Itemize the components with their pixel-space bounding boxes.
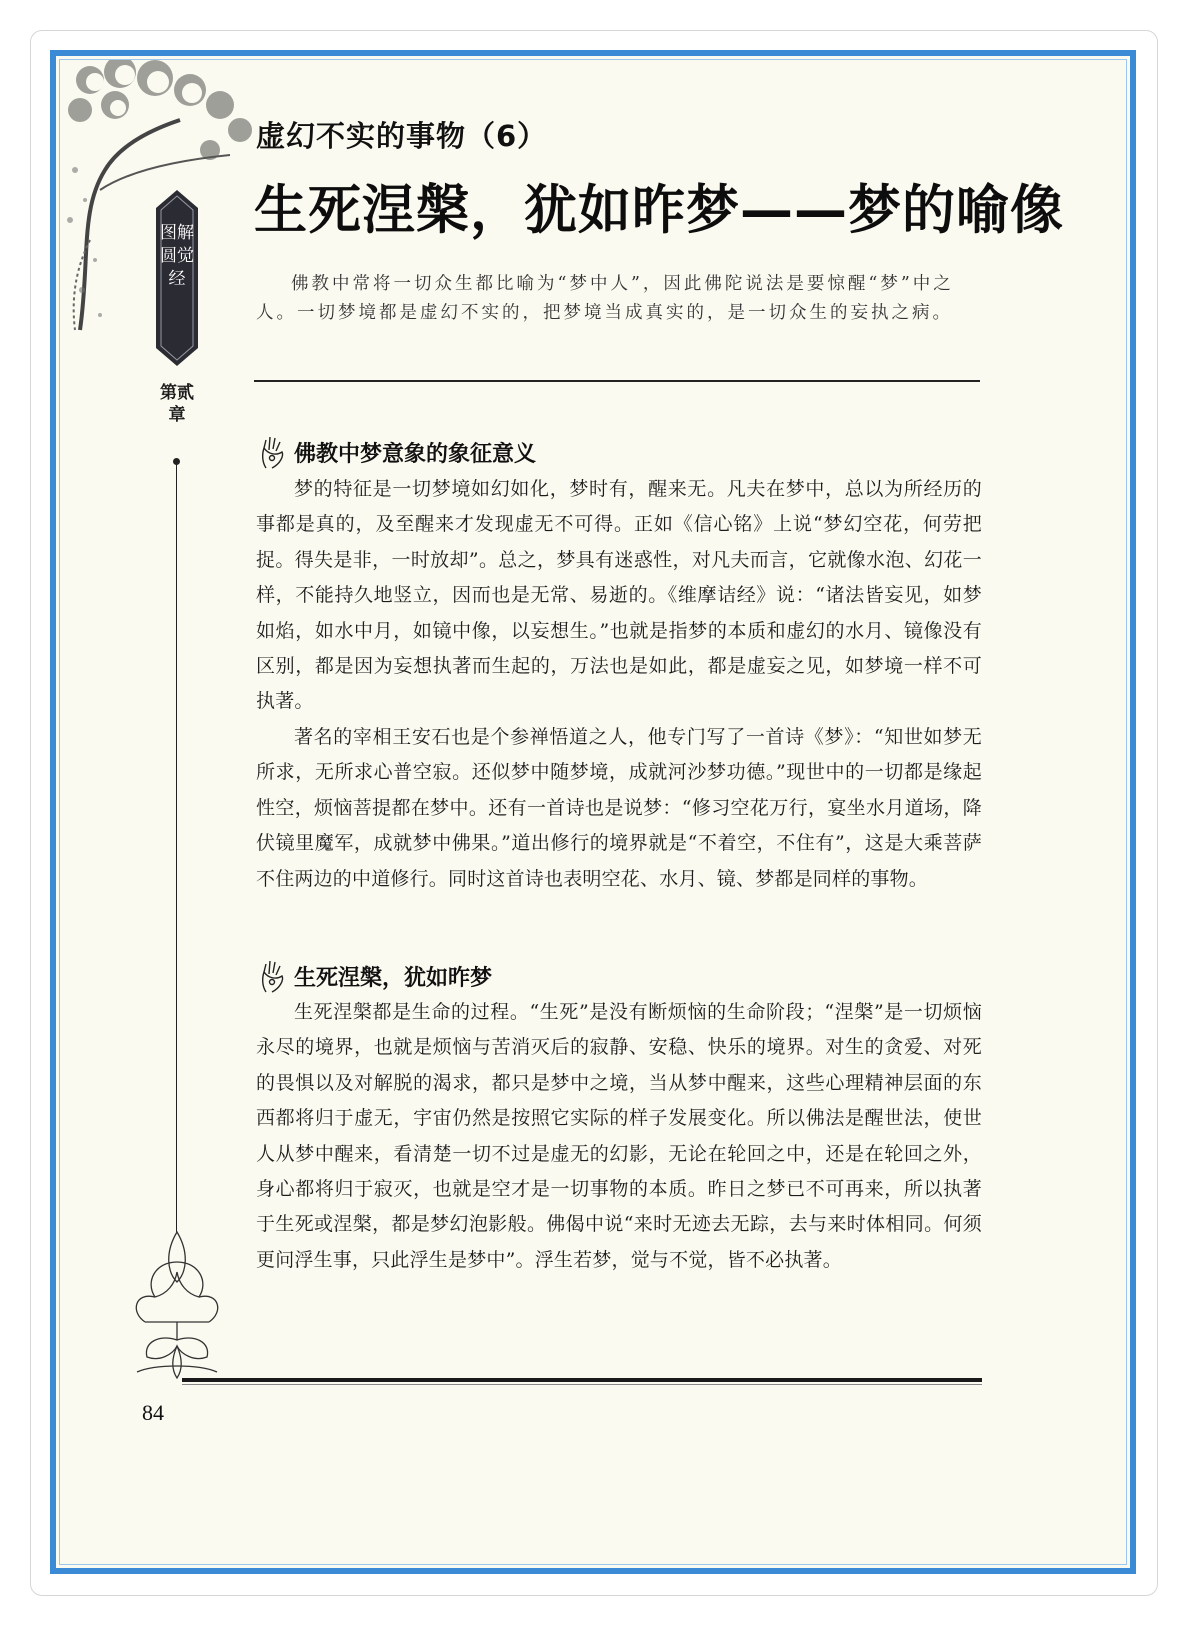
header-rule	[254, 380, 980, 382]
section-subtitle: 虚幻不实的事物（6）	[256, 119, 548, 153]
chapter-label: 第贰章	[160, 383, 194, 425]
page-number: 84	[142, 1400, 164, 1425]
lotus-ornament	[125, 1222, 230, 1382]
paragraph-2-1: 生死涅槃都是生命的过程。“生死”是没有断烦恼的生命阶段；“涅槃”是一切烦恼永尽的境界，也就是烦恼与苦消灭后的寂静、安稳、快乐的境界。对生的贪爱、对死的畏惧以及对解脱的渴求，都只是梦中之境，当从梦中醒来，这些心理精神层面的东西都将归于虚无，宇宙仍然是按照它实际的样子发展变化。所以佛法是醒世法，使世人从梦中醒来，看清楚一切不过是虚无的幻影，无论在轮回之中，还是在轮回之外，身心都将归于寂灭，也就是空才是一切事物的本质。昨日之梦已不可再来，所以执著于生死或涅槃，都是梦幻泡影般。佛偈中说“来时无迹去无踪，去与来时体相同。何须更问浮生事，只此浮生是梦中”。浮生若梦，觉与不觉，皆不必执著。	[256, 1001, 982, 1271]
paragraph-1-2: 著名的宰相王安石也是个参禅悟道之人，他专门写了一首诗《梦》：“知世如梦无所求，无所求心普空寂。还似梦中随梦境，成就河沙梦功德。”现世中的一切都是缘起性空，烦恼菩提都在梦中。还有一首诗也是说梦：“修习空花万行，宴坐水月道场，降伏镜里魔军，成就梦中佛果。”道出修行的境界就是“不着空，不住有”，这是大乘菩萨不住两边的中道修行。同时这首诗也表明空花、水月、镜、梦都是同样的事物。	[256, 726, 982, 890]
section-heading-2	[256, 956, 492, 996]
book-title-vertical: 图解圆觉经	[160, 223, 194, 289]
intro-paragraph: 佛教中常将一切众生都比喻为“梦中人”，因此佛陀说法是要惊醒“梦”中之人。一切梦境都是虚幻不实的，把梦境当成真实的，是一切众生的妄执之病。	[256, 274, 954, 323]
hand-icon	[256, 958, 288, 994]
hand-icon	[256, 434, 288, 470]
footer-rule	[182, 1378, 982, 1382]
section-heading-1	[256, 432, 536, 472]
section-title-1: 佛教中梦意象的象征意义	[294, 441, 537, 467]
page-title: 生死涅槃，犹如昨梦——梦的喻像	[254, 180, 1064, 241]
vertical-divider	[176, 462, 177, 1232]
section-title-2: 生死涅槃，犹如昨梦	[294, 965, 493, 991]
footer-rule-thin	[182, 1384, 982, 1385]
paragraph-1-1: 梦的特征是一切梦境如幻如化，梦时有，醒来无。凡夫在梦中，总以为所经历的事都是真的，及至醒来才发现虚无不可得。正如《信心铭》上说“梦幻空花，何劳把捉。得失是非，一时放却”。总之，梦具有迷惑性，对凡夫而言，它就像水泡、幻花一样，不能持久地竖立，因而也是无常、易逝的。《维摩诘经》说：“诸法皆妄见，如梦如焰，如水中月，如镜中像，以妄想生。”也就是指梦的本质和虚幻的水月、镜像没有区别，都是因为妄想执著而生起的，万法也是如此，都是虚妄之见，如梦境一样不可执著。	[256, 478, 982, 713]
